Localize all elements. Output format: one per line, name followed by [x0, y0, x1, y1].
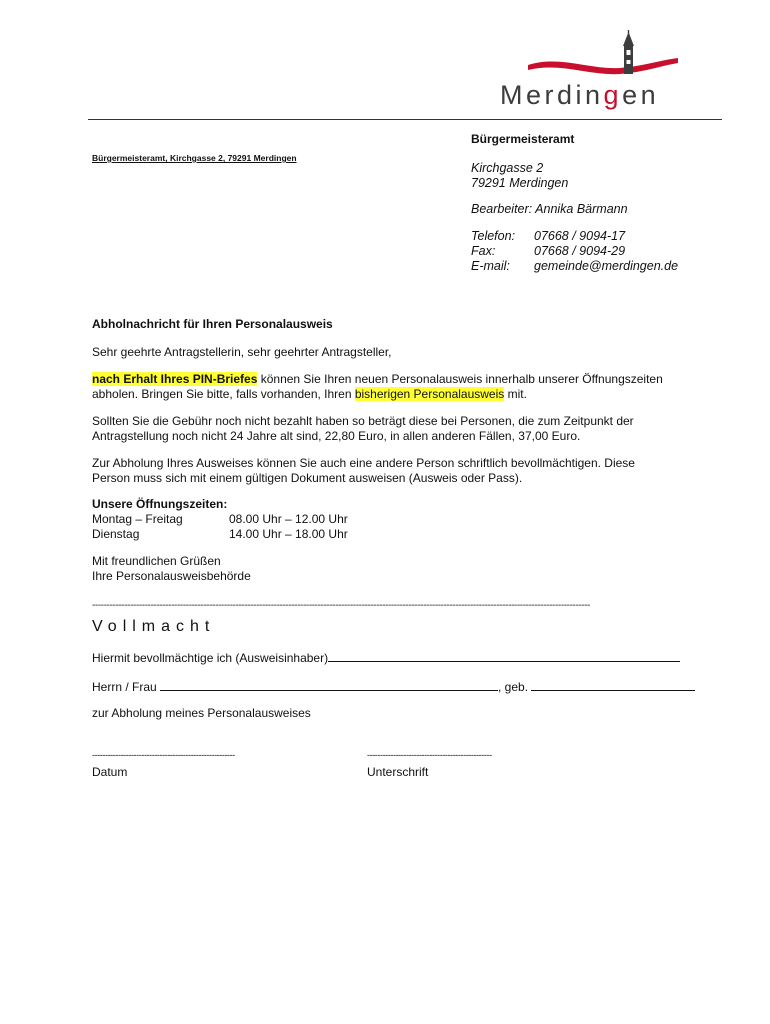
sender-line: Bürgermeisteramt, Kirchgasse 2, 79291 Merdingen [92, 153, 297, 163]
paragraph-text: mit. [504, 387, 527, 401]
contact-label: E-mail: [471, 259, 510, 273]
paragraph-text: können Sie Ihren neuen Personalausweis innerhalb unserer Öffnungszeiten [257, 372, 663, 386]
highlight-old-id: bisherigen Personalausweis [354, 387, 505, 401]
opening-hours [92, 497, 348, 542]
proxy-text: Herrn / Frau [92, 680, 161, 694]
salutation: Sehr geehrte Antragstellerin, sehr geehrter Antragsteller, [92, 345, 392, 359]
office-city: 79291 Merdingen [471, 176, 569, 190]
header-rule [88, 119, 722, 120]
birthdate-field[interactable] [531, 679, 695, 691]
logo-wordmark: Merdingen [500, 80, 660, 110]
closing-greeting: Mit freundlichen Grüßen [92, 554, 221, 568]
paragraph-fee [92, 414, 634, 444]
hours-day: Montag – Freitag [92, 512, 183, 526]
contact-label: Telefon: [471, 229, 516, 243]
contact-value: 07668 / 9094-17 [534, 229, 626, 243]
contact-phone [471, 229, 678, 244]
hours-title: Unsere Öffnungszeiten: [92, 497, 228, 511]
closing [92, 554, 251, 584]
proxy-text: , geb. [498, 680, 532, 694]
cut-line: -------------------------------------------------------------------------------------------------------------------------------------------------------------------------- [92, 600, 591, 611]
contact-email [471, 259, 678, 274]
proxy-title: Vollmacht [92, 618, 216, 635]
office-clerk: Bearbeiter: Annika Bärmann [471, 202, 628, 216]
closing-signature: Ihre Personalausweisbehörde [92, 569, 251, 583]
proxy-purpose: zur Abholung meines Personalausweises [92, 706, 311, 720]
contact-fax [471, 244, 678, 259]
office-street: Kirchgasse 2 [471, 161, 544, 175]
contact-value: 07668 / 9094-29 [534, 244, 626, 258]
paragraph-text: Antragstellung noch nicht 24 Jahre alt sind, 22,80 Euro, in allen anderen Fällen, 37,00 Euro. [92, 429, 581, 443]
paragraph-text: abholen. Bringen Sie bitte, falls vorhanden, Ihren [92, 387, 355, 401]
proxy-line-holder [92, 650, 680, 666]
office-title: Bürgermeisteramt [471, 132, 575, 146]
date-line[interactable]: ------------------------------------------------------- [92, 750, 235, 760]
date-label: Datum [92, 765, 128, 779]
paragraph-proxy-info [92, 456, 635, 486]
paragraph-text: Sollten Sie die Gebühr noch nicht bezahlt haben so beträgt diese bei Personen, die zum Zeitpunkt der [92, 414, 634, 428]
proxy-text: Hiermit bevollmächtige ich (Ausweisinhaber) [92, 651, 329, 665]
paragraph-text: Zur Abholung Ihres Ausweises können Sie auch eine andere Person schriftlich bevollmächtigen. Diese [92, 456, 635, 470]
holder-name-field[interactable] [328, 650, 680, 662]
hours-time: 08.00 Uhr – 12.00 Uhr [229, 512, 348, 526]
contact-label: Fax: [471, 244, 496, 258]
hours-day: Dienstag [92, 527, 140, 541]
signature-line[interactable]: ------------------------------------------------ [367, 750, 492, 760]
contact-value: gemeinde@merdingen.de [534, 259, 679, 273]
paragraph-pickup [92, 372, 663, 402]
office-contacts [471, 229, 678, 274]
letter-subject: Abholnachricht für Ihren Personalausweis [92, 317, 333, 331]
hours-time: 14.00 Uhr – 18.00 Uhr [229, 527, 348, 541]
signature-label: Unterschrift [367, 765, 429, 779]
proxy-line-person [92, 679, 695, 695]
hours-row [92, 512, 348, 527]
merdingen-logo [500, 30, 700, 110]
highlight-pin-letter: nach Erhalt Ihres PIN-Briefes [92, 372, 258, 386]
hours-row [92, 527, 348, 542]
paragraph-text: Person muss sich mit einem gültigen Dokument ausweisen (Ausweis oder Pass). [92, 471, 523, 485]
proxy-name-field[interactable] [160, 679, 498, 691]
office-address [471, 161, 568, 191]
